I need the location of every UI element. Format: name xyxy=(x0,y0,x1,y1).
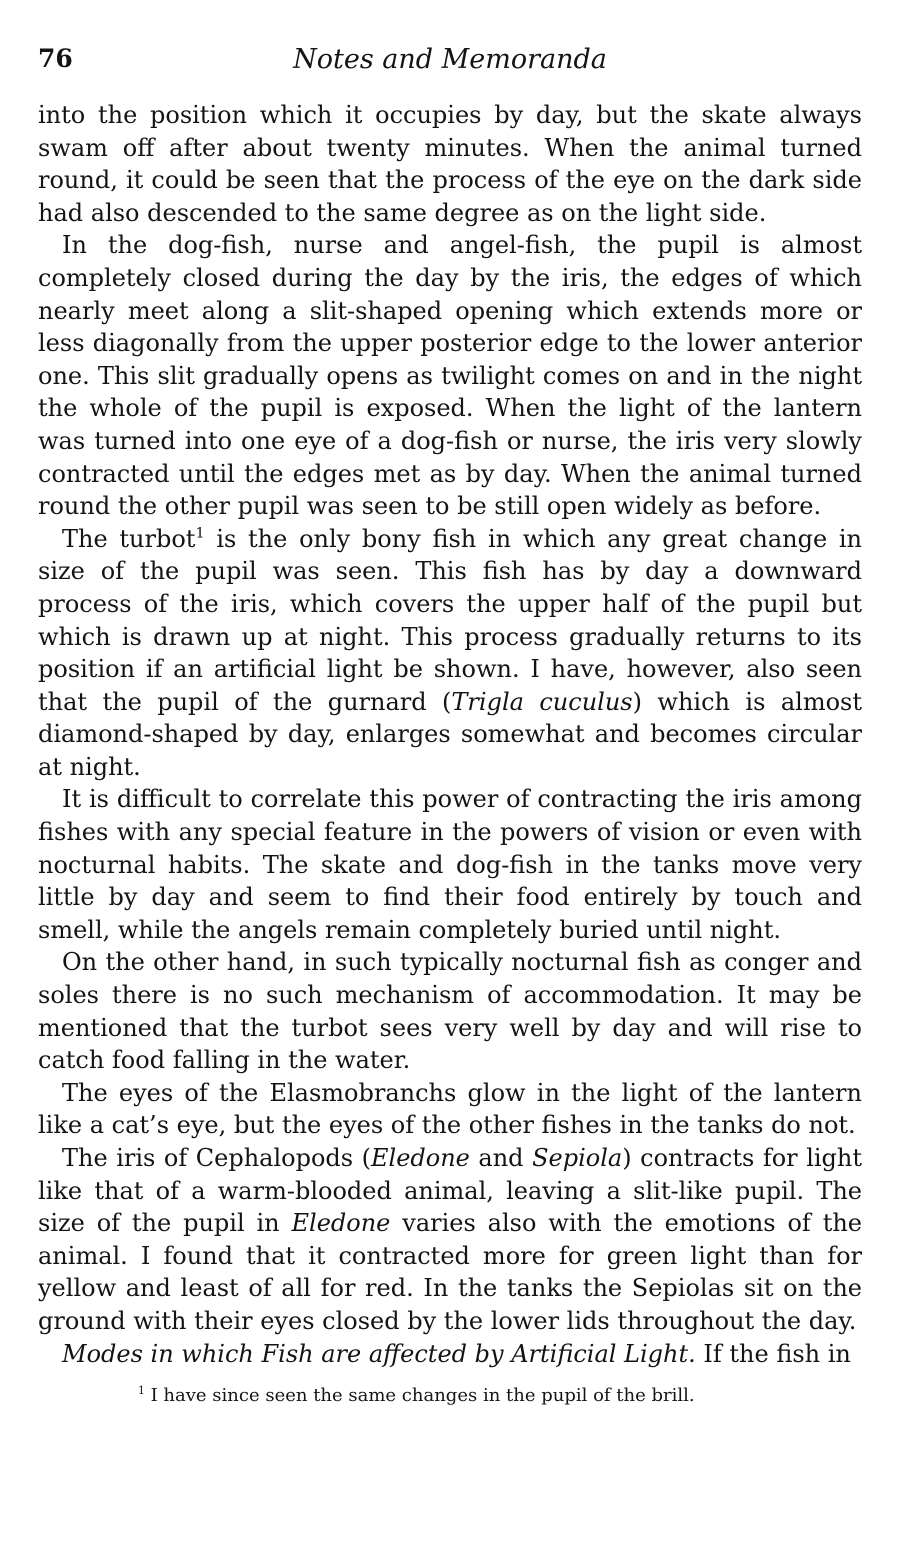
page-number: 76 xyxy=(38,44,73,73)
footnote-text: I have since seen the same changes in the pupil of the brill. xyxy=(144,1385,695,1406)
footnote-mark: 1 xyxy=(138,1383,145,1397)
text-run: ) contracts for light like that of a warm-blooded animal, leaving a slit-like pupil. The size of the pupil in xyxy=(38,1144,863,1238)
running-head: Notes and Memoranda xyxy=(293,44,607,75)
species-name: Trigla cuculus xyxy=(451,687,633,716)
genus-name: Eledone xyxy=(291,1209,391,1238)
genus-name: Eledone xyxy=(371,1144,470,1172)
paragraph xyxy=(38,1338,862,1371)
body-text xyxy=(38,99,862,1370)
paragraph xyxy=(38,523,862,784)
paragraph xyxy=(38,1142,862,1338)
text-run: is the only bony fish in which any great change in size of the pupil was seen. This fish has by day a downward process of the iris, which covers the upper half of the pupil but which is drawn up at night. This process gradually returns to its position if an artificial light be shown. I have, however, also seen that the pupil of the gurnard ( xyxy=(38,524,863,716)
text-run: The iris of Cephalopods ( xyxy=(62,1144,371,1172)
text-run: If the fish in xyxy=(695,1339,851,1368)
text-run: ) which is almost diamond-shaped by day, enlarges somewhat and becomes circular at night. xyxy=(38,687,863,781)
paragraph: In the dog-fish, nurse and angel-fish, the pupil is almost completely closed during the day by the iris, the edges of which nearly meet along a slit-shaped opening which extends more or less diagonally from the upper posterior edge to the lower anterior one. This slit gradually opens as twilight comes on and in the night the whole of the pupil is exposed. When the light of the lantern was turned into one eye of a dog-fish or nurse, the iris very slowly contracted until the edges met as by day. When the animal turned round the other pupil was seen to be still open widely as before. xyxy=(38,231,862,521)
paragraph: It is difficult to correlate this power of contracting the iris among fishes with any special feature in the powers of vision or even with nocturnal habits. The skate and dog-fish in the tanks move very little by day and seem to find their food entirely by touch and smell, while the angels remain completely buried until night. xyxy=(38,785,862,944)
paragraph: On the other hand, in such typically nocturnal fish as conger and soles there is no such mechanism of accommodation. It may be mentioned that the turbot sees very well by day and will rise to catch food falling in the water. xyxy=(38,948,862,1075)
paragraph: The eyes of the Elasmobranchs glow in the light of the lantern like a cat’s eye, but the eyes of the other fishes in the tanks do not. xyxy=(38,1078,862,1140)
text-run: The turbot xyxy=(62,524,196,553)
page-header xyxy=(38,44,862,84)
genus-name: Sepiola xyxy=(532,1144,623,1172)
paragraph: into the position which it occupies by day, but the skate always swam off after about twenty minutes. When the animal turned round, it could be seen that the process of the eye on the dark side had also descended to the same degree as on the light side. xyxy=(38,101,862,227)
footnote-reference: 1 xyxy=(195,525,205,542)
footnote xyxy=(38,1384,862,1408)
text-run: varies also with the emotions of the animal. I found that it contracted more for green light than for yellow and least of all for red. In the tanks the Sepiolas sit on the ground with their eyes closed by the lower lids throughout the day. xyxy=(38,1209,862,1335)
text-run: and xyxy=(469,1144,533,1172)
section-heading: Modes in which Fish are affected by Artificial Light. xyxy=(62,1339,696,1368)
